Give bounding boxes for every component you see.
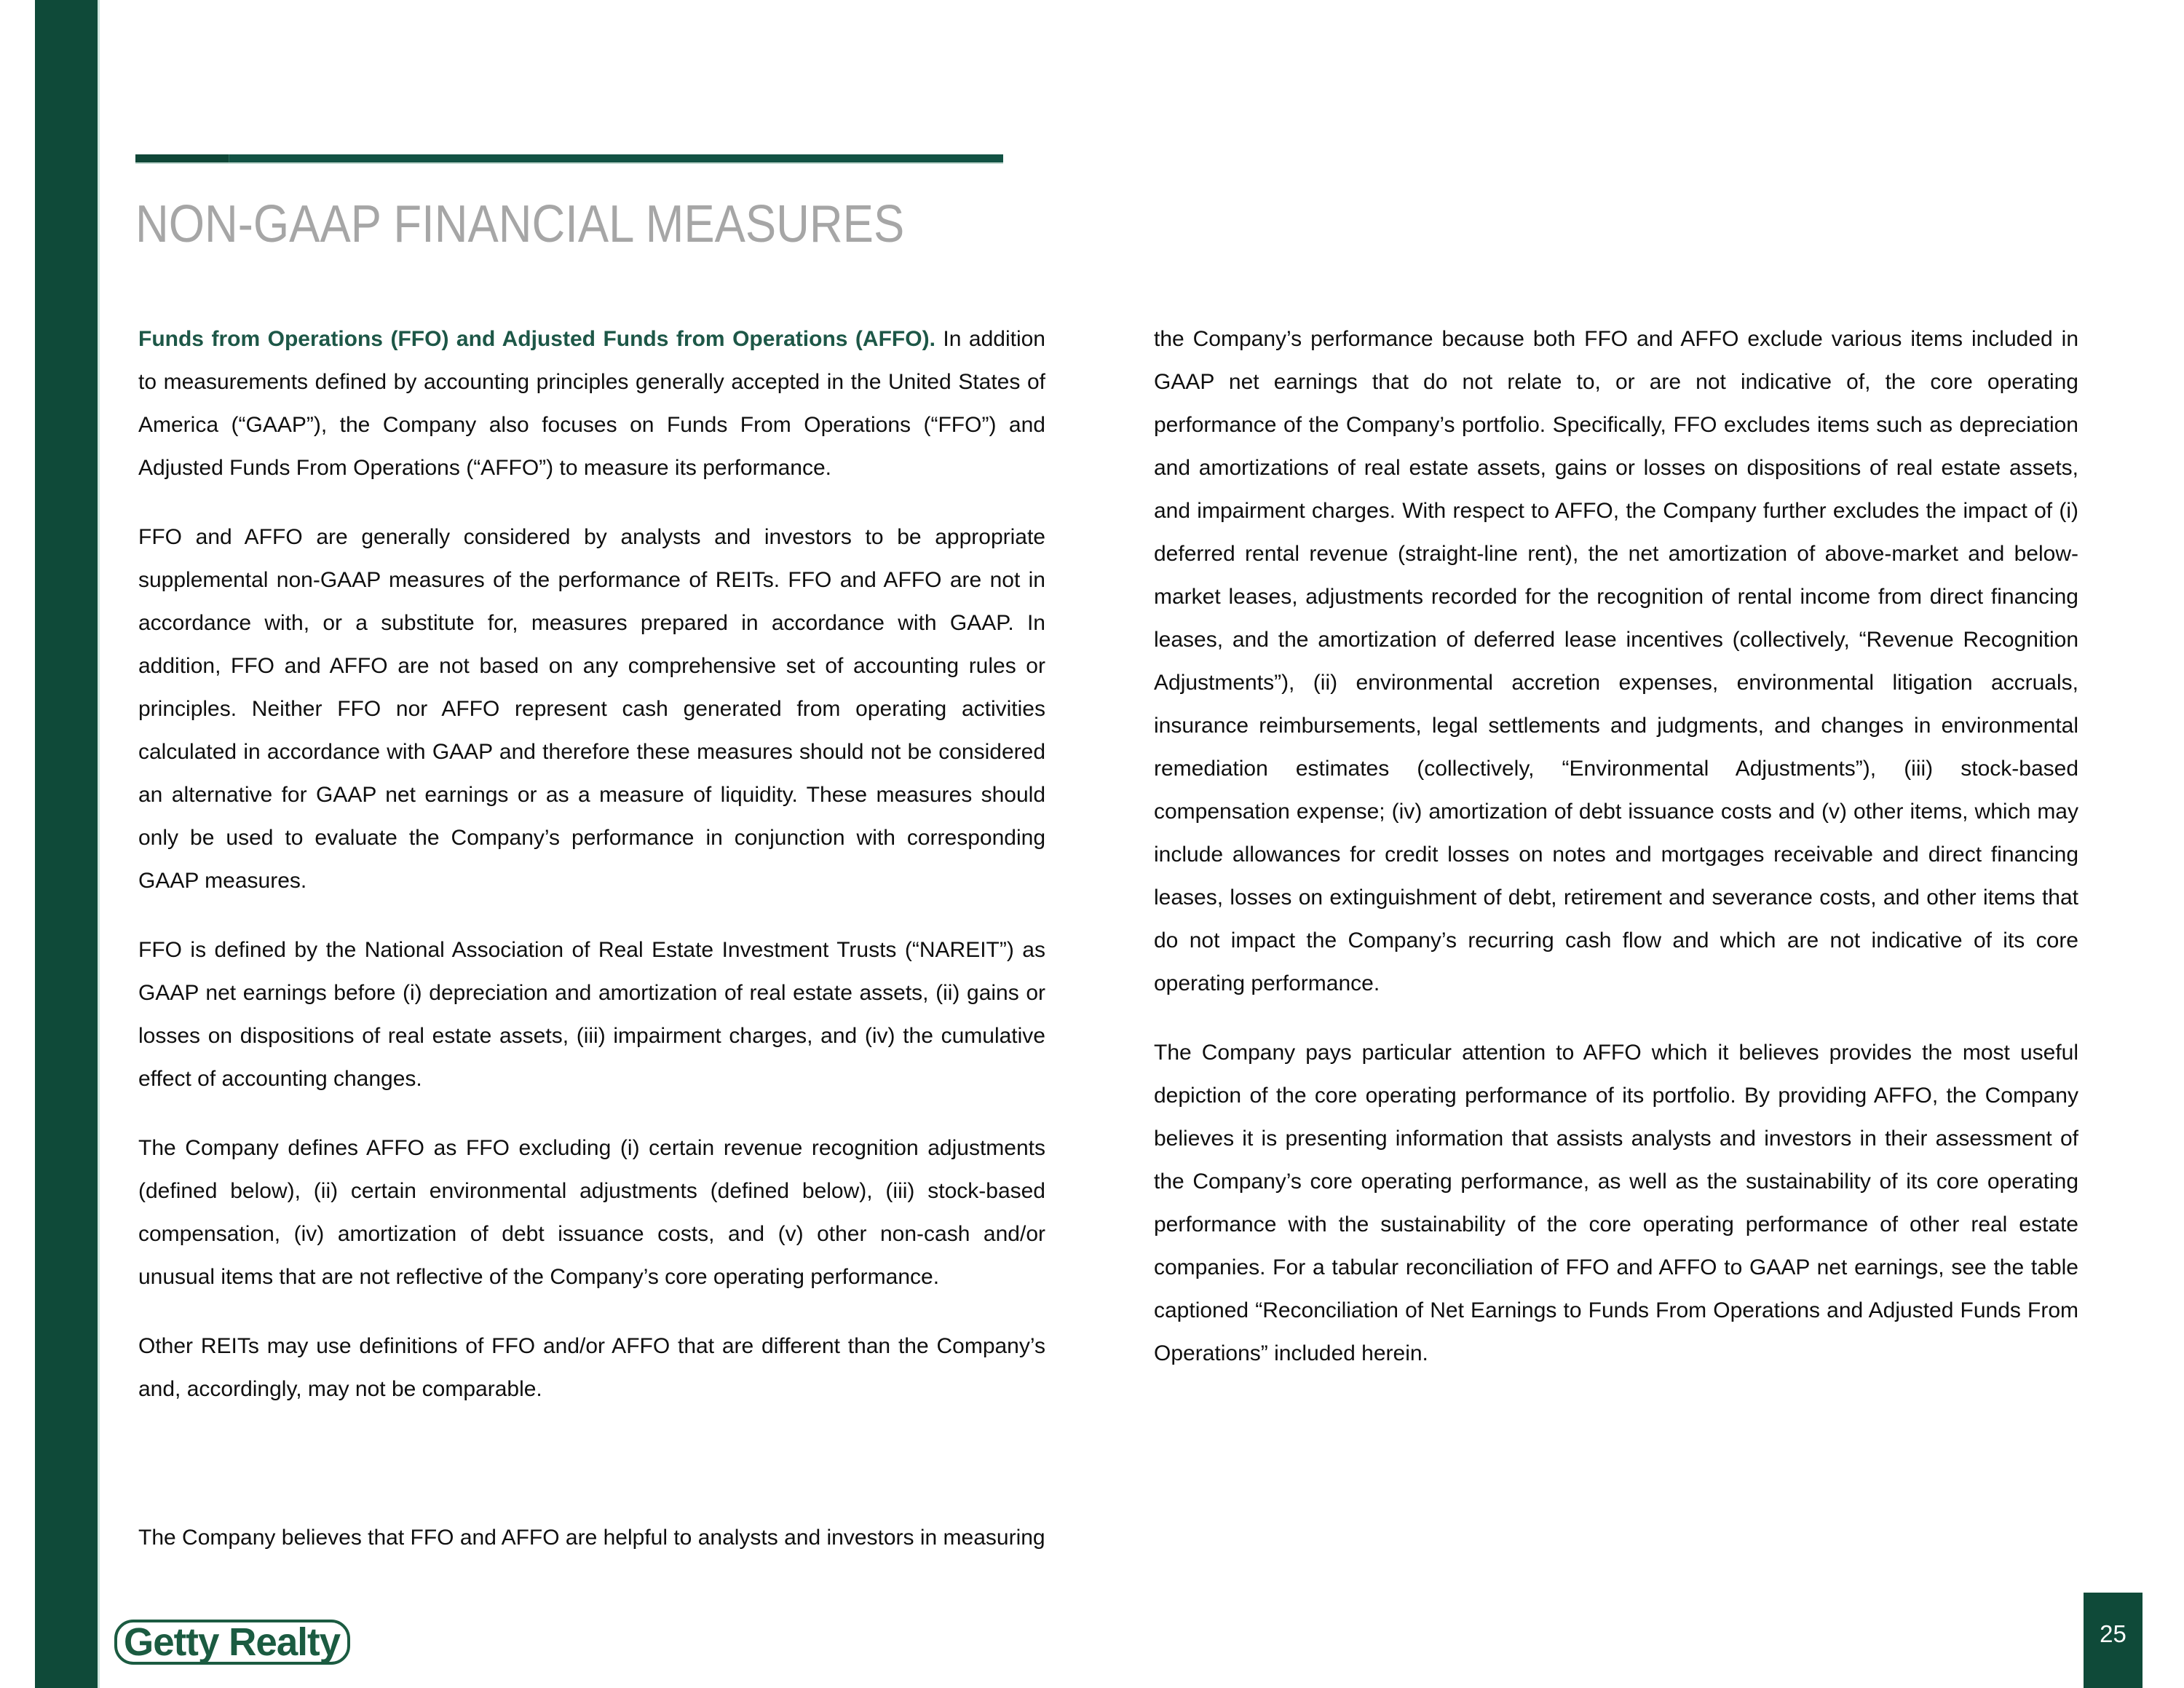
paragraph-performance-exclusions: the Company’s performance because both FFO and AFFO exclude various items included in GAAP net earnings that do not relate to, or are not indicative of, the core operating performance of the Company’s portfolio. Specifically, FFO excludes items such as depreciation and amortizations of real estate assets, gains or losses on dispositions of real estate assets, and impairment charges. With respect to AFFO, the Company further excludes the impact of (i) deferred rental revenue (straight-line rent), the net amortization of above-market and below-market leases, adjustments recorded for the recognition of rental income from direct financing leases, and the amortization of deferred lease incentives (collectively, “Revenue Recognition Adjustments”), (ii) environmental accretion expenses, environmental litigation accruals, insurance reimbursements, legal settlements and judgments, and changes in environmental remediation estimates (collectively, “Environmental Adjustments”), (iii) stock-based compensation expense; (iv) amortization of debt issuance costs and (v) other items, which may include allowances for credit losses on notes and mortgages receivable and direct financing leases, losses on extinguishment of debt, retirement and severance costs, and other items that do not impact the Company’s recurring cash flow and which are not indicative of its core operating performance. <box>1154 327 2078 995</box>
page-number: 25 <box>2100 1620 2126 1647</box>
title-rule-left-segment <box>135 154 229 162</box>
getty-realty-logo-text: Getty Realty <box>124 1620 341 1664</box>
paragraph-company-believes: The Company believes that FFO and AFFO are helpful to analysts and investors in measuring <box>138 1526 1045 1550</box>
paragraph-affo-attention: The Company pays particular attention to AFFO which it believes provides the most useful depiction of the core operating performance of its portfolio. By providing AFFO, the Company believes it is presenting information that assists analysts and investors in their assessment of the Company’s core operating performance, as well as the sustainability of its core operating performance with the sustainability of the core operating performance of other real estate companies. For a tabular reconciliation of FFO and AFFO to GAAP net earnings, see the table captioned “Reconciliation of Net Earnings to Funds From Operations and Adjusted Funds From Operations” included herein. <box>1154 1041 2078 1365</box>
right-column <box>1154 318 2078 1401</box>
left-column <box>138 318 1045 1585</box>
side-accent-bar <box>35 0 100 1688</box>
title-rule <box>135 154 1003 164</box>
paragraph-supplemental-measures: FFO and AFFO are generally considered by analysts and investors to be appropriate supplemental non-GAAP measures of the performance of REITs. FFO and AFFO are not in accordance with, or a substitute for, measures prepared in accordance with GAAP. In addition, FFO and AFFO are not based on any comprehensive set of accounting rules or principles. Neither FFO nor AFFO represent cash generated from operating activities calculated in accordance with GAAP and therefore these measures should not be considered an alternative for GAAP net earnings or as a measure of liquidity. These measures should only be used to evaluate the Company’s performance in conjunction with corresponding GAAP measures. <box>138 525 1045 893</box>
paragraph-other-reits: Other REITs may use definitions of FFO and/or AFFO that are different than the Company’s and, accordingly, may not be comparable. <box>138 1334 1045 1401</box>
paragraph-ffo-affo-intro <box>138 318 1045 489</box>
page-number-badge <box>2084 1593 2143 1688</box>
paragraph-intro-rest: In addition to measurements defined by accounting principles generally accepted in the United States of America (“GAAP”), the Company also focuses on Funds From Operations (“FFO”) and Adjusted Funds From Operations (“AFFO”) to measure its performance. <box>138 327 1045 480</box>
page-title: NON-GAAP FINANCIAL MEASURES <box>135 195 905 253</box>
getty-realty-logo <box>114 1620 350 1665</box>
paragraph-ffo-definition: FFO is defined by the National Association of Real Estate Investment Trusts (“NAREIT”) as GAAP net earnings before (i) depreciation and amortization of real estate assets, (ii) gains or losses on dispositions of real estate assets, (iii) impairment charges, and (iv) the cumulative effect of accounting changes. <box>138 938 1045 1091</box>
paragraph-affo-definition: The Company defines AFFO as FFO excluding (i) certain revenue recognition adjustments (defined below), (ii) certain environmental adjustments (defined below), (iii) stock-based compensation, (iv) amortization of debt issuance costs, and (v) other non-cash and/or unusual items that are not reflective of the Company’s core operating performance. <box>138 1136 1045 1289</box>
lead-text: Funds from Operations (FFO) and Adjusted Funds from Operations (AFFO). <box>138 327 935 351</box>
